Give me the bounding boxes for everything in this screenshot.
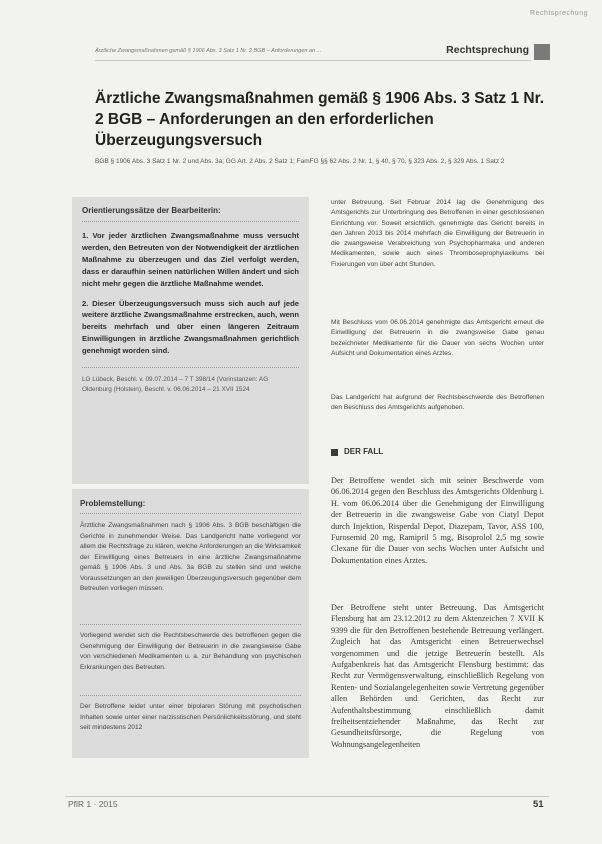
orientation-box — [72, 197, 309, 484]
decision-reference: LG Lübeck, Beschl. v. 09.07.2014 – 7 T 398/14 (Vorinstanzen: AG Oldenburg (Holstein), Beschl. v. 06.06.2014 – 21 XVII 1524 — [82, 367, 299, 396]
case-paragraph-2: Der Betroffene steht unter Betreuung. Das Amtsgericht Flensburg hat am 23.12.2012 zu dem Aktenzeichen 7 XVII K 9399 die für den Betroffenen bestehende Betreuung verlängert. Zugleich hat das Amtsgericht einen Betreuerwechsel vorgenommen und die jetzige Betreuerin bestellt. Als Aufgabenkreis hat das Amtsgericht Flensburg bestimmt: das Recht zur Vermögensverwaltung, einschließlich Regelung von Renten- und Sozialangelegenheiten sowie Vertretung gegenüber allen Behörden und Gerichten, das Recht zur Aufenthaltsbestimmung einschließlich damit freiheitsentziehender Maßnahme, das Recht zur Gesundheitsfürsorge, die Regelung von Wohnungsangelegenheiten — [331, 603, 544, 749]
square-bullet-icon — [331, 449, 338, 456]
section-label: Rechtsprechung — [446, 44, 529, 56]
legal-citations: BGB § 1906 Abs. 3 Satz 1 Nr. 2 und Abs. 3a; GG Art. 2 Abs. 2 Satz 1; FamFG §§ 62 Abs. 2 Nr. 1, § 40, § 70, § 323 Abs. 2, § 329 Abs. 1 Satz 2 — [95, 158, 505, 165]
orientation-point-1: 1. Vor jeder ärztlichen Zwangsmaßnahme muss versucht werden, den Betreuten von der Notwendigkeit der ärztlichen Maßnahme zu überzeugen und das Ziel verfolgt werden, dass er daraufhin seinen natürlichen Willen ändert und sich nicht mehr gegen die ärztliche Maßnahme wendet. — [82, 231, 299, 288]
divider — [80, 624, 301, 625]
problem-box — [72, 489, 309, 758]
right-paragraph-1: unter Betreuung. Seit Februar 2014 lag die Genehmigung des Amtsgerichts zur Unterbringung des Betroffenen in einer geschlossenen Einrichtung vor. Soweit ersichtlich, genehmigte das Gericht bereits in den Jahren 2013 bis 2014 mehrfach die Einwilligung der Betreuerin in die zwangsweise Verabreichung von Psychopharmaka und anderen Medikamenten, sowie auch eines Thromboseprophylaxikums bei Fixierungen von über acht Stunden. — [331, 199, 544, 268]
right-paragraph-2: Mit Beschluss vom 06.06.2014 genehmigte das Amtsgericht erneut die Einwilligung der Betreuerin in die zwangsweise Gabe genau bezeichneter Medikamente für die Dauer von sechs Wochen unter Aufsicht und Dokumentation eines Arztes. — [331, 319, 544, 357]
orientation-point-2: 2. Dieser Überzeugungsversuch muss sich auch auf jede weitere ärztliche Zwangsmaßnahme erstrecken, auch, wenn bereits mehrfach und über einen längeren Zeitraum Einwilligungen in ärztliche Zwangsmaßnahmen gerichtlich genehmigt worden sind. — [82, 298, 299, 356]
orientation-title: Orientierungssätze der Bearbeiterin: — [82, 206, 299, 222]
right-paragraph-3: Das Landgericht hat aufgrund der Rechtsbeschwerde des Betroffenen den Beschluss des Amtsgerichts aufgehoben. — [331, 394, 544, 412]
running-header — [95, 44, 531, 61]
problem-paragraph-2: Vorliegend wendet sich die Rechtsbeschwerde des betroffenen gegen die Genehmigung der Einwilligung der Betreuerin in die zwangsweise Gabe von verschiedenen Medikamenten u. a. zur Behandlung von psychischen Erkrankungen des Betreuten. — [80, 632, 301, 671]
page-number: 51 — [533, 799, 544, 810]
problem-title: Problemstellung: — [80, 499, 146, 508]
divider — [80, 513, 301, 514]
case-paragraph-1: Der Betroffene wendet sich mit seiner Beschwerde vom 06.06.2014 gegen den Beschluss des Amtsgerichts Oldenburg i. H. vom 06.06.2014 über die Genehmigung der Einwilligung der Betreuerin in die zwangsweise Gabe von Ciatyl Depot durch Injektion, Risperdal Depot, Diazepam, Tavor, ASS 100, Furosemid 20 mg, Ramipril 5 mg, Bisoprolol 2,5 mg sowie Clexane für die Dauer von sechs Wochen unter Aufsicht und Dokumentation eines Arztes. — [331, 476, 544, 565]
running-header-text: Ärztliche Zwangsmaßnahmen gemäß § 1906 Abs. 3 Satz 1 Nr. 2 BGB – Anforderungen an ... — [95, 48, 322, 54]
section-marker-block — [534, 44, 550, 60]
article-title: Ärztliche Zwangsmaßnahmen gemäß § 1906 Abs. 3 Satz 1 Nr. 2 BGB – Anforderungen an den erforderlichen Überzeugungsversuch — [95, 90, 545, 149]
problem-paragraph-3: Der Betroffene leidet unter einer bipolaren Störung mit psychotischen Inhalten sowie unter einer narzisstischen Persönlichkeitsstörung, und steht seit mindestens 2012 — [80, 703, 301, 731]
case-heading-title: DER FALL — [344, 447, 384, 456]
case-heading — [331, 447, 545, 459]
problem-paragraph-1: Ärztliche Zwangsmaßnahmen nach § 1906 Abs. 3 BGB beschäftigen die Gerichte in zunehmender Weise. Das Landgericht hatte vorliegend vor allem die Rechtsfrage zu klären, welche Anforderungen an die Wirksamkeit der Einwilligung eines Betreuers in eine ärztliche Zwangsmaßnahme gemäß § 1906 Abs. 3 und Abs. 3a BGB zu stellen sind und welche Voraussetzungen an den jeweiligen Überzeugungsversuch gegenüber dem Betreuten vorliegen müssen. — [80, 522, 301, 592]
corner-section-mark: Rechtsprechung — [530, 10, 588, 17]
footer-divider — [65, 796, 549, 797]
divider — [80, 695, 301, 696]
journal-issue: PflR 1 · 2015 — [68, 799, 118, 809]
orientation-content — [82, 206, 299, 396]
